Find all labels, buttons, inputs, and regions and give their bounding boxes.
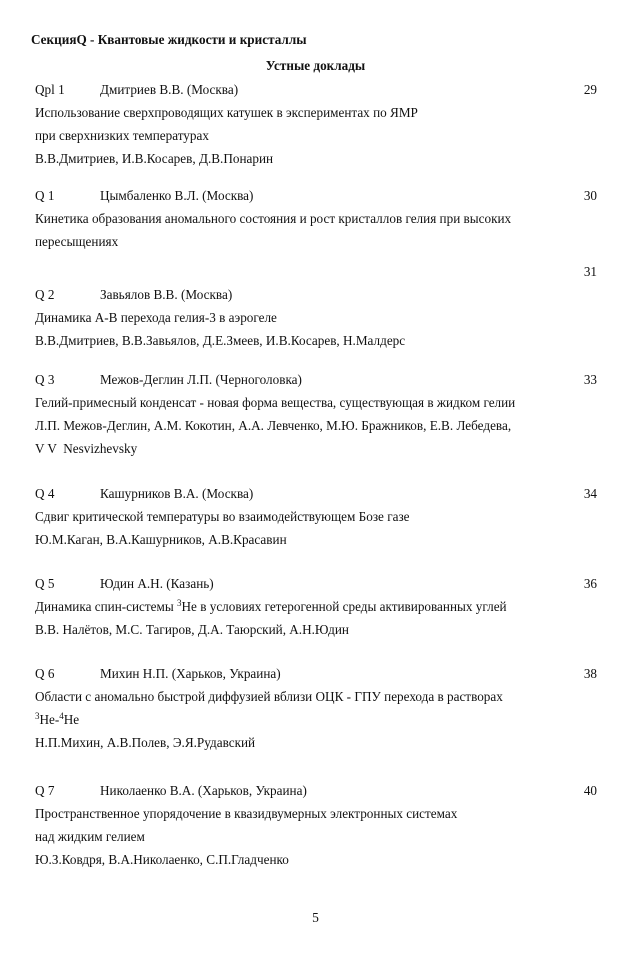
entry-code: Q 4 bbox=[35, 486, 55, 501]
entry-speaker: Юдин А.Н. (Казань) bbox=[100, 576, 214, 591]
entry-speaker: Михин Н.П. (Харьков, Украина) bbox=[100, 666, 281, 681]
page-number-footer: 5 bbox=[312, 910, 319, 925]
entry-authors: В.В.Дмитриев, В.В.Завьялов, Д.Е.Змеев, И.В.Косарев, Н.Малдерс bbox=[35, 333, 406, 348]
entry-header bbox=[35, 783, 597, 806]
entry-header bbox=[35, 666, 597, 689]
entry-page-number: 33 bbox=[583, 372, 597, 387]
entry-speaker: Николаенко В.А. (Харьков, Украина) bbox=[100, 783, 307, 798]
entry-speaker: Цымбаленко В.Л. (Москва) bbox=[100, 188, 254, 203]
title-text: Не в условиях гетерогенной среды активированных углей bbox=[181, 599, 507, 614]
entry-authors: Л.П. Межов-Деглин, А.М. Кокотин, А.А. Левченко, М.Ю. Бражников, Е.В. Лебедева, bbox=[35, 418, 512, 433]
entry-authors: В.В. Налётов, М.С. Тагиров, Д.А. Таюрский, А.Н.Юдин bbox=[35, 622, 349, 637]
entry-authors: V V Nesvizhevsky bbox=[35, 441, 138, 456]
entry-page-number: 34 bbox=[583, 486, 597, 501]
entry-speaker: Кашурников В.А. (Москва) bbox=[100, 486, 254, 501]
entry-title-line: Гелий-примесный конденсат - новая форма вещества, существующая в жидком гелии bbox=[35, 395, 516, 410]
entry-code: Q 6 bbox=[35, 666, 55, 681]
section-title: СекцияQ - Квантовые жидкости и кристаллы bbox=[31, 32, 307, 47]
entry-title-line bbox=[35, 599, 597, 622]
entry-qpl1 bbox=[35, 82, 597, 174]
entry-title-line: Пространственное упорядочение в квазидвумерных электронных системах bbox=[35, 806, 458, 821]
entry-title-line: при сверхнизких температурах bbox=[35, 128, 209, 143]
entry-page-number: 36 bbox=[583, 576, 597, 591]
formula-text: He bbox=[63, 712, 80, 727]
entry-title-line: Использование сверхпроводящих катушек в экспериментах по ЯМР bbox=[35, 105, 418, 120]
entry-q3 bbox=[35, 372, 597, 464]
entry-q1 bbox=[35, 188, 597, 257]
subtitle: Устные доклады bbox=[265, 58, 366, 73]
isotope-superscript: 3 bbox=[35, 711, 40, 721]
isotope-superscript: 4 bbox=[59, 711, 64, 721]
entry-page-number: 29 bbox=[583, 82, 597, 97]
entry-title-line: Области с аномально быстрой диффузией вблизи ОЦК - ГПУ перехода в растворах bbox=[35, 689, 503, 704]
entry-q4 bbox=[35, 486, 597, 555]
isotope-superscript: 3 bbox=[177, 598, 182, 608]
entry-code: Qpl 1 bbox=[35, 82, 65, 97]
entry-authors: В.В.Дмитриев, И.В.Косарев, Д.В.Понарин bbox=[35, 151, 274, 166]
entry-code: Q 7 bbox=[35, 783, 55, 798]
entry-page-number: 40 bbox=[583, 783, 597, 798]
title-text: Динамика спин-системы bbox=[35, 599, 178, 614]
entry-header bbox=[35, 372, 597, 395]
entry-header bbox=[35, 82, 597, 105]
entry-header bbox=[35, 576, 597, 599]
entry-title-line: Динамика А-В перехода гелия-3 в аэрогеле bbox=[35, 310, 277, 325]
entry-title-line: над жидким гелием bbox=[35, 829, 145, 844]
entry-q2 bbox=[35, 264, 597, 356]
entry-title-line: Кинетика образования аномального состояния и рост кристаллов гелия при высоких bbox=[35, 211, 512, 226]
entry-q7 bbox=[35, 783, 597, 875]
entry-header bbox=[35, 287, 597, 310]
entry-authors: Ю.З.Ковдря, В.А.Николаенко, С.П.Гладченко bbox=[35, 852, 289, 867]
entry-code: Q 5 bbox=[35, 576, 55, 591]
entry-code: Q 1 bbox=[35, 188, 55, 203]
entry-header bbox=[35, 188, 597, 211]
formula-text: He- bbox=[39, 712, 60, 727]
entry-q6 bbox=[35, 666, 597, 758]
entry-q5 bbox=[35, 576, 597, 645]
entry-code: Q 3 bbox=[35, 372, 55, 387]
entry-header bbox=[35, 486, 597, 509]
entry-page-number: 30 bbox=[583, 188, 597, 203]
entry-speaker: Дмитриев В.В. (Москва) bbox=[100, 82, 239, 97]
entry-title-line: пересыщениях bbox=[35, 234, 119, 249]
entry-page-number: 38 bbox=[583, 666, 597, 681]
entry-title-line: Сдвиг критической температуры во взаимодействующем Бозе газе bbox=[35, 509, 410, 524]
entry-code: Q 2 bbox=[35, 287, 55, 302]
entry-authors: Ю.М.Каган, В.А.Кашурников, А.В.Красавин bbox=[35, 532, 287, 547]
entry-page-number: 31 bbox=[583, 264, 597, 279]
entry-page-row bbox=[35, 264, 597, 287]
entry-speaker: Межов-Деглин Л.П. (Черноголовка) bbox=[100, 372, 302, 387]
entry-formula bbox=[35, 712, 597, 735]
entry-authors: Н.П.Михин, А.В.Полев, Э.Я.Рудавский bbox=[35, 735, 256, 750]
entry-speaker: Завьялов В.В. (Москва) bbox=[100, 287, 233, 302]
